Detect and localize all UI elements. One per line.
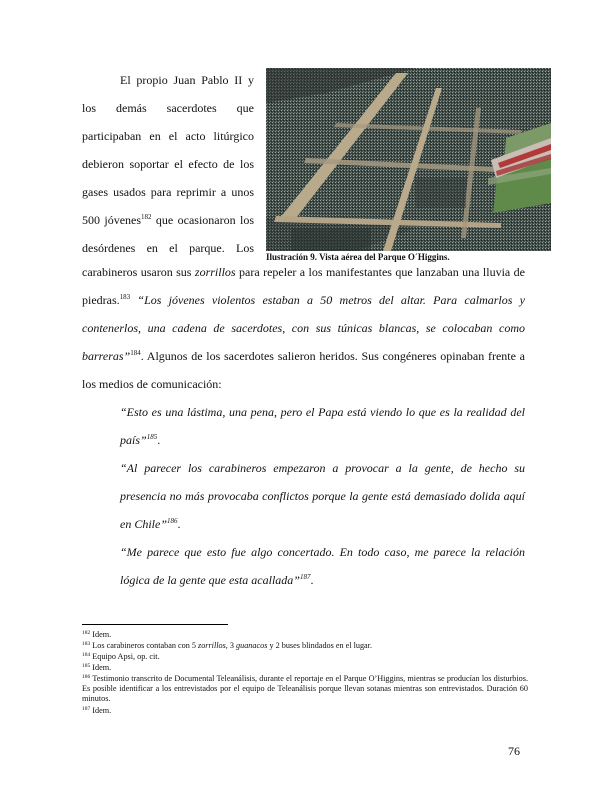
footnote-ref-184: 184 [130,349,141,357]
footnote-ref-183: 183 [119,293,131,301]
body-line-2: los demás sacerdotes que [82,101,254,115]
page-number: 76 [508,744,520,758]
quote-2: “Al parecer los carabineros empezaron a provocar a la gente, de hecho su [120,461,525,475]
body-line-8: carabineros usaron sus zorrillos para repeler a los manifestantes que lanzaban una lluvia de [82,265,525,279]
footnote-186: $^{186}$ Testimonio transcrito de Documental Teleanálisis, durante el reportaje en el Parque O’Higgins, mientras se producían los disturbios. Es posible identificar a los entrevistados por el equipo de Teleanálisis porque llevan sotanas mientras son entrevistados. Duración 60 minutos. [82,674,528,703]
quote-3-line-2: lógica de la gente que esta acallada”$^{187}$. [120,573,314,587]
body-line-4: debieron soportar el efecto de los [82,157,254,171]
quote-2-line-3: en Chile”$^{186}$. [120,517,181,531]
body-line-3: participaban en el acto litúrgico [82,129,254,143]
footnote-182: $^{182}$ Idem. [82,630,112,639]
body-line-1: El propio Juan Pablo II y [120,73,254,87]
body-line-6: 500 jóvenes$^{182}$ que ocasionaron los [82,213,255,227]
footnote-185: $^{185}$ Idem. [82,663,112,672]
footnote-187: $^{187}$ Idem. [82,706,112,715]
footnote-ref-182: 182 [141,213,152,221]
quote-2-line-2: presencia no más provocaba conflictos porque la gente está demasiado dolida aquí [120,489,525,503]
body-line-12: los medios de comunicación: [82,377,222,391]
quote-3: “Me parece que esto fue algo concertado. En todo caso, me parece la relación [120,545,525,559]
footnote-ref-185: 185 [146,433,158,441]
quote-1: “Esto es una lástima, una pena, pero el Papa está viendo lo que es la realidad del [120,405,525,419]
para1-c-start: para repeler a los manifestantes que lanzaban una lluvia de [235,265,525,279]
footnote-184: $^{184}$ Equipo Apsi, op. cit. [82,652,160,661]
body-line-9: piedras.$^{183}$ “Los jóvenes violentos estaban a 50 metros del altar. Para calmarlos y [82,293,525,307]
body-line-10: contenerlos, una cadena de sacerdotes, con sus túnicas blancas, se colocaban como [82,321,525,335]
aerial-photo [266,68,551,251]
footnote-ref-186: 186 [167,517,178,525]
body-line-5: gases usados para reprimir a unos [82,185,254,199]
footnote-ref-187: 187 [299,573,311,581]
footnote-183: $^{183}$ Los carabineros contaban con 5 zorrillos, 3 guanacos y 2 buses blindados en el lugar. [82,641,373,650]
footnote-separator [82,624,228,625]
figure-caption: Ilustración 9. Vista aérea del Parque O´Higgins. [266,252,450,262]
body-line-7: desórdenes en el parque. Los [82,241,254,255]
quote-1-line-2: país”$^{185}$. [120,433,161,447]
body-line-11: barreras”$^{184}$. Algunos de los sacerdotes salieron heridos. Sus congéneres opinaban frente a [82,349,525,363]
